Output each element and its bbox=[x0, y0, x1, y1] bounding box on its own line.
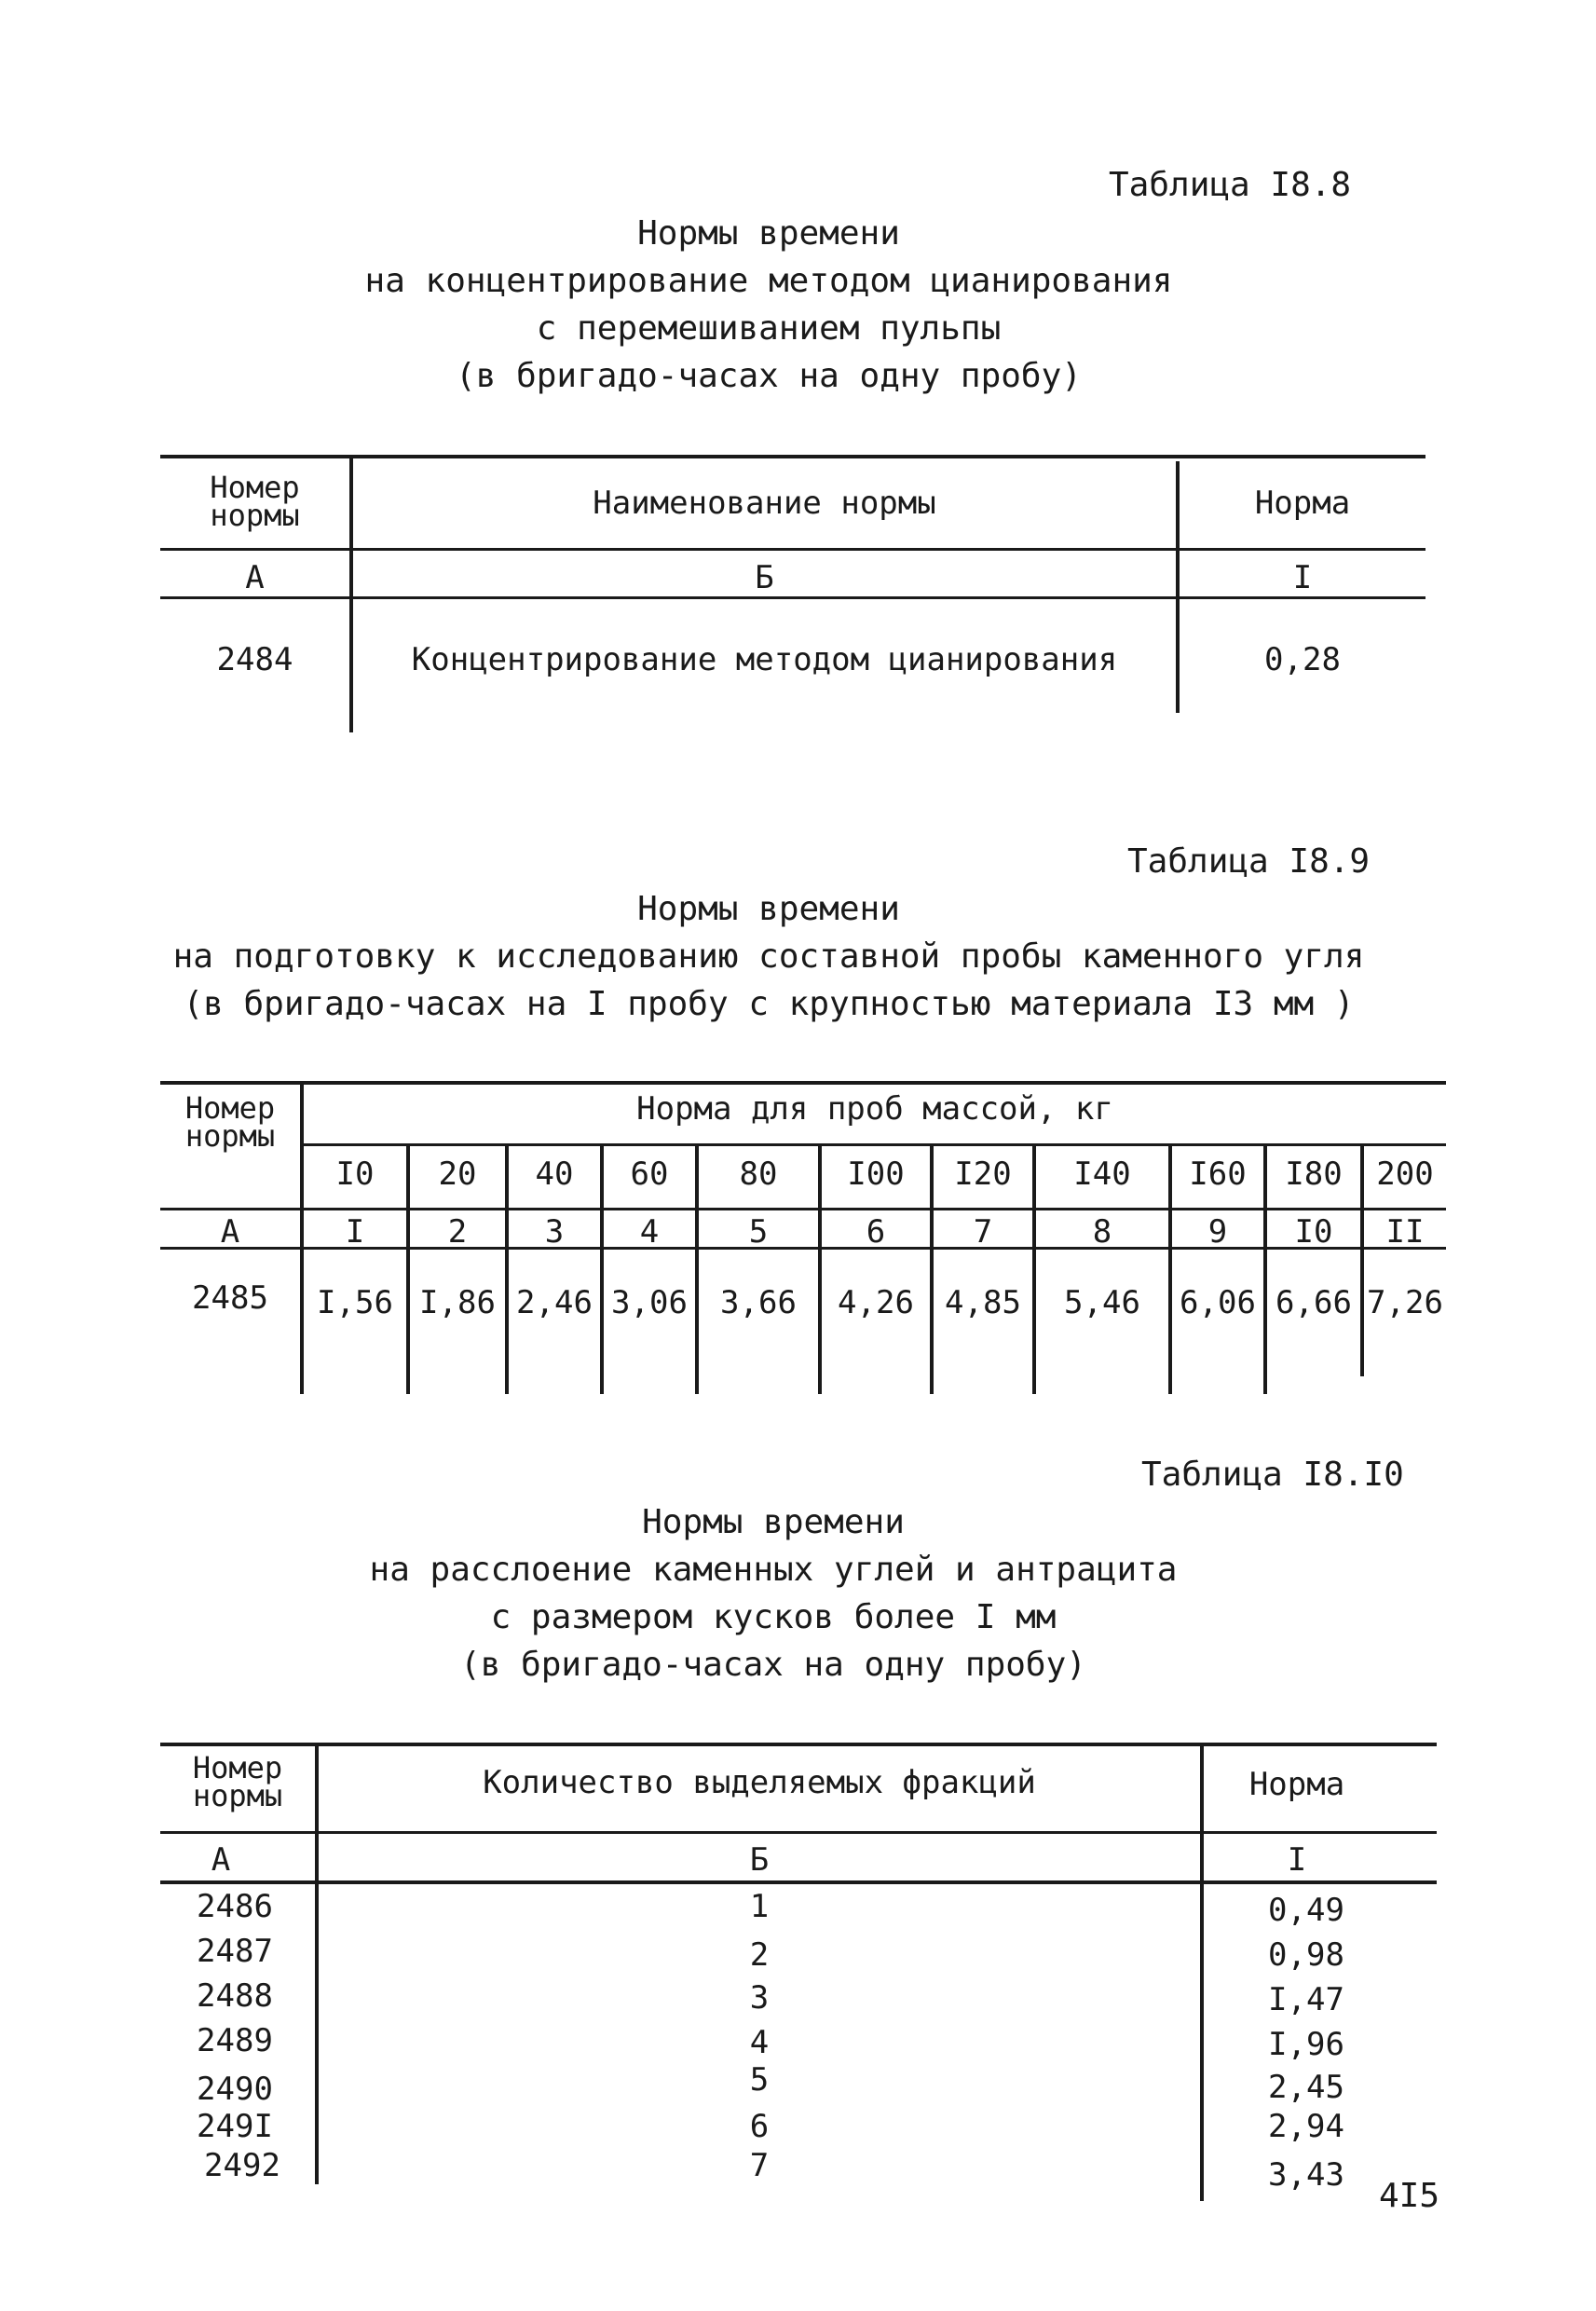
value-cell: 2,46 bbox=[516, 1284, 593, 1321]
index-a: А bbox=[245, 559, 265, 596]
row-norm: 2,45 bbox=[1268, 2069, 1344, 2106]
value-cell: 7,26 bbox=[1367, 1284, 1443, 1321]
mass-cell: 20 bbox=[438, 1156, 477, 1193]
index-cell: II bbox=[1385, 1213, 1425, 1251]
row-fractions: 2 bbox=[749, 1936, 770, 1974]
table-title-line: Нормы времени bbox=[642, 1503, 905, 1541]
row-norm: I,96 bbox=[1268, 2026, 1344, 2063]
row-number: 249I bbox=[197, 2108, 273, 2145]
index-cell: I0 bbox=[1294, 1213, 1333, 1251]
index-cell: 3 bbox=[544, 1213, 565, 1251]
index-b: Б bbox=[749, 1841, 770, 1879]
row-number: 2488 bbox=[197, 1977, 273, 2015]
row-number: 2484 bbox=[216, 641, 293, 678]
index-b: Б bbox=[755, 559, 774, 596]
index-cell: 7 bbox=[973, 1213, 993, 1251]
mass-cell: 40 bbox=[535, 1156, 574, 1193]
table-title-line: с перемешиванием пульпы bbox=[536, 309, 1002, 348]
value-cell: 6,06 bbox=[1180, 1284, 1256, 1321]
value-cell: 6,66 bbox=[1275, 1284, 1352, 1321]
header-norm: Норма bbox=[1248, 1766, 1345, 1803]
mass-cell: 60 bbox=[630, 1156, 669, 1193]
mass-cell: 200 bbox=[1376, 1156, 1434, 1193]
table-title-line: (в бригадо-часах на одну пробу) bbox=[460, 1646, 1086, 1684]
header-number-line2: нормы bbox=[192, 1778, 283, 1813]
row-number: 2486 bbox=[197, 1888, 273, 1925]
table-label: Таблица I8.I0 bbox=[1141, 1456, 1404, 1494]
mass-cell: 80 bbox=[739, 1156, 778, 1193]
header-number-line1: Номер bbox=[192, 1750, 283, 1785]
table-title-line: на подготовку к исследованию составной пробы каменного угля bbox=[172, 937, 1365, 976]
row-norm: 0,28 bbox=[1264, 641, 1341, 678]
header-number-line1: Номер bbox=[210, 470, 300, 505]
value-cell: I,56 bbox=[317, 1284, 393, 1321]
mass-cell: I40 bbox=[1073, 1156, 1131, 1193]
mass-cell: I60 bbox=[1189, 1156, 1247, 1193]
table-title-line: с размером кусков более I мм bbox=[490, 1598, 1057, 1636]
index-a: А bbox=[211, 1841, 231, 1879]
row-fractions: 6 bbox=[749, 2108, 770, 2145]
header-name: Наименование нормы bbox=[593, 485, 936, 522]
index-cell: 2 bbox=[447, 1213, 468, 1251]
table-title-line: на концентрирование методом цианирования bbox=[364, 262, 1173, 300]
index-cell: 4 bbox=[639, 1213, 660, 1251]
table-label: Таблица I8.8 bbox=[1109, 166, 1352, 204]
index-cell: I bbox=[345, 1213, 365, 1251]
table-title-line: на расслоение каменных углей и антрацита bbox=[369, 1551, 1178, 1589]
row-number: 2485 bbox=[192, 1279, 268, 1317]
header-mass-group: Норма для проб массой, кг bbox=[636, 1090, 1113, 1128]
header-number-line1: Номер bbox=[184, 1090, 276, 1126]
header-fractions: Количество выделяемых фракций bbox=[483, 1764, 1036, 1801]
mass-cell: I0 bbox=[335, 1156, 375, 1193]
row-fractions: 7 bbox=[749, 2147, 770, 2184]
index-cell: 8 bbox=[1092, 1213, 1112, 1251]
header-number-line2: нормы bbox=[184, 1118, 276, 1154]
row-norm: 0,49 bbox=[1268, 1892, 1344, 1929]
row-norm: 0,98 bbox=[1268, 1936, 1344, 1974]
table-title-line: Нормы времени bbox=[637, 890, 900, 928]
page-number: 4I5 bbox=[1379, 2177, 1440, 2215]
value-cell: 5,46 bbox=[1064, 1284, 1140, 1321]
row-number: 2490 bbox=[197, 2071, 273, 2108]
value-cell: 4,26 bbox=[838, 1284, 914, 1321]
mass-cell: I00 bbox=[847, 1156, 905, 1193]
row-norm: 3,43 bbox=[1268, 2156, 1344, 2194]
mass-cell: I80 bbox=[1285, 1156, 1343, 1193]
row-number: 2487 bbox=[197, 1933, 273, 1970]
index-cell: 9 bbox=[1207, 1213, 1228, 1251]
row-norm: 2,94 bbox=[1268, 2108, 1344, 2145]
mass-cell: I20 bbox=[954, 1156, 1012, 1193]
header-number-line2: нормы bbox=[210, 498, 300, 533]
table-title-line: (в бригадо-часах на I пробу с крупностью материала I3 мм ) bbox=[183, 985, 1355, 1023]
value-cell: I,86 bbox=[419, 1284, 496, 1321]
row-fractions: 5 bbox=[749, 2061, 770, 2099]
row-norm: I,47 bbox=[1268, 1981, 1344, 2018]
index-cell: 6 bbox=[866, 1213, 886, 1251]
row-fractions: 1 bbox=[749, 1888, 770, 1925]
value-cell: 3,66 bbox=[720, 1284, 797, 1321]
table-title-line: (в бригадо-часах на одну пробу) bbox=[456, 357, 1082, 395]
table-title-line: Нормы времени bbox=[637, 214, 900, 253]
index-cell: 5 bbox=[748, 1213, 769, 1251]
index-c: I bbox=[1292, 559, 1313, 596]
index-c: I bbox=[1287, 1841, 1307, 1879]
row-fractions: 4 bbox=[749, 2024, 770, 2061]
value-cell: 4,85 bbox=[945, 1284, 1021, 1321]
header-norm: Норма bbox=[1254, 485, 1351, 522]
row-number: 2492 bbox=[204, 2147, 280, 2184]
row-name: Концентрирование методом цианирования bbox=[411, 641, 1118, 678]
value-cell: 3,06 bbox=[611, 1284, 688, 1321]
row-number: 2489 bbox=[197, 2022, 273, 2059]
row-fractions: 3 bbox=[749, 1979, 770, 2017]
table-label: Таблица I8.9 bbox=[1127, 842, 1371, 881]
index-a: А bbox=[220, 1213, 240, 1251]
